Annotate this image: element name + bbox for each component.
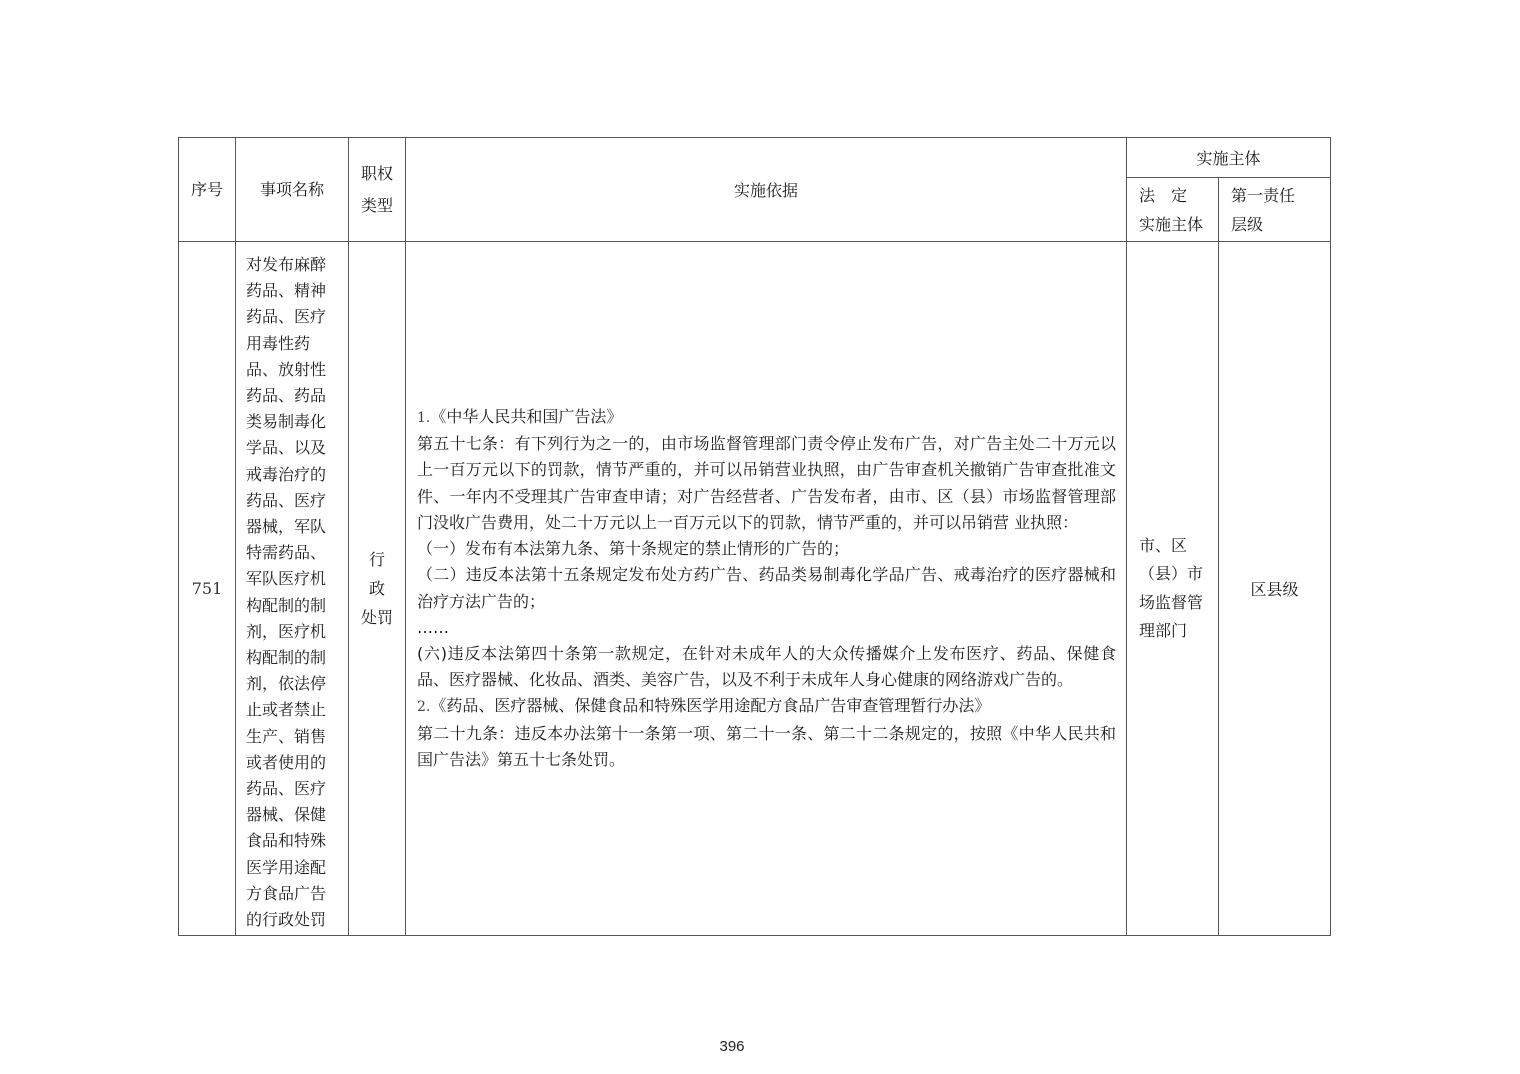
header-first-level-line1: 第一责任 [1231,185,1296,205]
law1-item2: （二）违反本法第十五条规定发布处方药广告、药品类易制毒化学品广告、戒毒治疗的医疗器械和治疗方法广告的； [417,565,1116,611]
authority-table [178,137,1331,936]
law1-number: 1. [417,410,431,427]
law1-item6: (六)违反本法第四十条第一款规定，在针对未成年人的大众传播媒介上发布医疗、药品、保健食品、医疗器械、化妆品、酒类、美容广告，以及不利于未成年人身心健康的网络游戏广告的。 [417,643,1116,690]
law1-article: 第五十七条：有下列行为之一的，由市场监督管理部门责令停止发布广告，对广告主处二十万元以上一百万元以下的罚款，情节严重的，并可以吊销营业执照，由广告审查机关撤销广告审查批准文件、一年内不受理其广告审查申请；对广告经营者、广告发布者，由市、区（县）市场监督管理部门没收广告费用，处二十万元以上一百万元以下的罚款，情节严重的，并可以吊销营 业执照： [417,434,1116,532]
header-first-level-line2: 层级 [1231,214,1264,234]
header-seq: 序号 [179,138,236,242]
header-first-level [1219,178,1331,242]
row-seq: 751 [179,242,236,936]
header-type [349,138,406,242]
header-basis: 实施依据 [406,138,1127,242]
law1-title-line [417,404,1116,431]
row-type-line3: 处罚 [360,608,393,627]
header-row-top [179,138,1331,178]
header-name: 事项名称 [236,138,349,242]
law2-title: 《药品、医疗器械、保健食品和特殊医学用途配方食品广告审查管理暂行办法》 [430,696,991,716]
page-number: 396 [719,1038,745,1055]
law1-ellipsis: …… [417,617,449,637]
header-type-line1: 职权 [360,163,393,183]
law2-title-line [417,693,1116,720]
row-type-line2: 政 [368,579,385,598]
row-item-name: 对发布麻醉药品、精神药品、医疗用毒性药品、放射性药品、药品类易制毒化学品、以及戒毒治疗的药品、医疗器械，军队特需药品、军队医疗机构配制的制剂，医疗机构配制的制剂，依法停止或者禁止生产、销售或者使用的药品、医疗器械、保健食品和特殊医学用途配方食品广告的行政处罚 [236,242,349,936]
header-legal-subject-line2: 实施主体 [1139,214,1204,234]
header-type-line2: 类型 [360,195,393,215]
row-legal-subject: 市、区（县）市场监督管理部门 [1127,242,1219,936]
header-legal-subject [1127,178,1219,242]
row-legal-basis [406,242,1127,936]
header-subject-group: 实施主体 [1127,138,1331,178]
row-type-line1: 行 [368,550,385,569]
header-legal-subject-line1: 法 定 [1139,185,1188,205]
table-row [179,242,1331,936]
row-first-level: 区县级 [1219,242,1331,936]
law2-number: 2. [417,699,431,716]
law2-article: 第二十九条：违反本办法第十一条第一项、第二十一条、第二十二条规定的，按照《中华人民共和国广告法》第五十七条处罚。 [417,723,1116,769]
row-authority-type [349,242,406,936]
law1-item1: （一）发布有本法第九条、第十条规定的禁止情形的广告的； [417,539,850,559]
law1-title: 《中华人民共和国广告法》 [430,407,623,427]
